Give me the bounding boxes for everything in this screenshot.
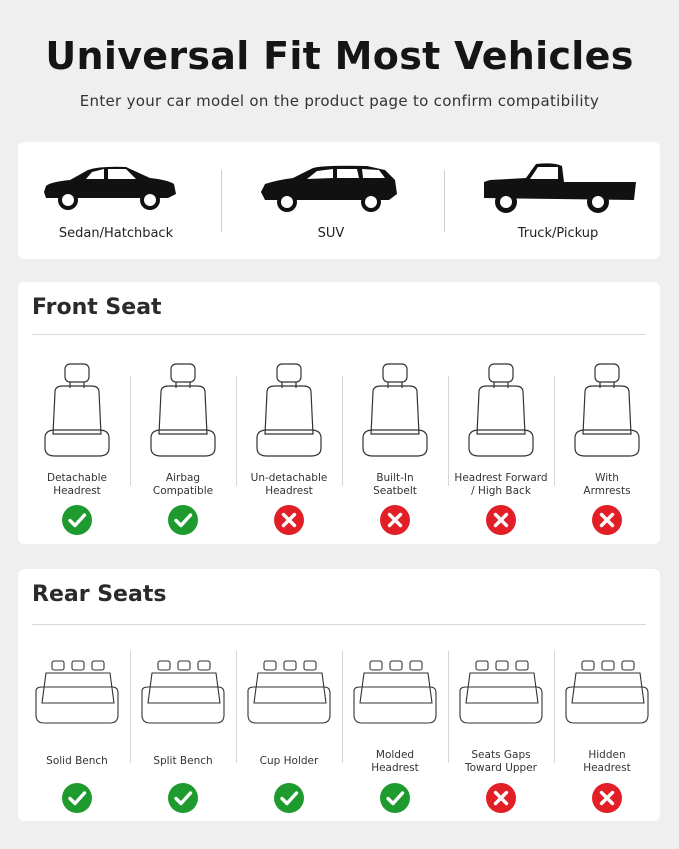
vehicle-label: Sedan/Hatchback xyxy=(58,226,174,241)
seat-icon xyxy=(567,362,647,462)
suv-icon xyxy=(257,162,402,214)
check-icon xyxy=(168,783,198,813)
seat-icon xyxy=(461,362,541,462)
divider xyxy=(221,170,222,232)
column-divider xyxy=(236,376,237,486)
option-label-line2: Headrest xyxy=(53,485,101,497)
rear_seats-option xyxy=(130,657,236,817)
seat-icon xyxy=(37,362,117,462)
option-label xyxy=(448,749,554,775)
front_seat-option xyxy=(342,362,448,537)
option-label-line1: Hidden xyxy=(588,749,626,761)
front_seat-option xyxy=(554,362,660,537)
option-label-line2: Compatible xyxy=(152,485,214,497)
cross-icon xyxy=(380,505,410,535)
seat-icon xyxy=(564,657,650,727)
page-subtitle: Enter your car model on the product page to confirm compatibility xyxy=(79,92,600,110)
vehicle-suv xyxy=(231,142,431,259)
option-label xyxy=(24,472,130,498)
cross-icon xyxy=(592,783,622,813)
rear_seats-option xyxy=(24,657,130,817)
option-label-line2: Headrest xyxy=(265,485,313,497)
vehicle-pickup xyxy=(458,142,658,259)
seat-icon xyxy=(140,657,226,727)
option-label-line1: Solid Bench xyxy=(46,755,108,767)
option-label-line1: Headrest Forward xyxy=(454,472,548,484)
option-label-line1: Un-detachable xyxy=(250,472,328,484)
column-divider xyxy=(130,376,131,486)
column-divider xyxy=(448,376,449,486)
seat-icon xyxy=(143,362,223,462)
cross-icon xyxy=(274,505,304,535)
column-divider xyxy=(130,651,131,763)
cross-icon xyxy=(486,783,516,813)
seat-icon xyxy=(246,657,332,727)
seat-icon xyxy=(355,362,435,462)
section-divider xyxy=(32,334,646,335)
option-label xyxy=(554,749,660,775)
option-label-line1: Split Bench xyxy=(153,755,213,767)
check-icon xyxy=(62,505,92,535)
column-divider xyxy=(554,376,555,486)
check-icon xyxy=(380,783,410,813)
rear_seats-option xyxy=(236,657,342,817)
option-label-line2: Headrest xyxy=(583,762,631,774)
option-label-line1: Cup Holder xyxy=(259,755,319,767)
vehicle-label: SUV xyxy=(317,226,345,241)
option-label-line1: Built-In xyxy=(376,472,414,484)
option-label xyxy=(236,472,342,498)
check-icon xyxy=(274,783,304,813)
check-icon xyxy=(168,505,198,535)
section-title: Front Seat xyxy=(32,295,162,320)
column-divider xyxy=(342,651,343,763)
section-divider xyxy=(32,624,646,625)
option-label-line1: Molded xyxy=(375,749,415,761)
seat-icon xyxy=(249,362,329,462)
page-title: Universal Fit Most Vehicles xyxy=(45,34,634,78)
sedan-icon xyxy=(40,162,180,212)
option-label xyxy=(554,472,660,498)
option-label-line2: Toward Upper xyxy=(464,762,537,774)
check-icon xyxy=(62,783,92,813)
option-label-line1: Airbag xyxy=(165,472,201,484)
seat-icon xyxy=(352,657,438,727)
front_seat-option xyxy=(24,362,130,537)
vehicle-sedan xyxy=(16,142,216,259)
column-divider xyxy=(554,651,555,763)
option-label-line2: Seatbelt xyxy=(373,485,417,497)
vehicle-label: Truck/Pickup xyxy=(517,226,599,241)
option-label xyxy=(342,749,448,775)
option-label-line2: Armrests xyxy=(583,485,631,497)
section-title: Rear Seats xyxy=(32,582,167,607)
option-label-line2: / High Back xyxy=(471,485,531,497)
option-label xyxy=(448,472,554,498)
seat-icon xyxy=(34,657,120,727)
front-seat-card xyxy=(18,282,660,544)
option-label xyxy=(236,755,342,768)
option-label-line1: Seats Gaps xyxy=(471,749,531,761)
front_seat-option xyxy=(448,362,554,537)
option-label xyxy=(24,755,130,768)
rear_seats-option xyxy=(554,657,660,817)
cross-icon xyxy=(592,505,622,535)
pickup-truck-icon xyxy=(480,160,640,218)
column-divider xyxy=(236,651,237,763)
column-divider xyxy=(448,651,449,763)
divider xyxy=(444,170,445,232)
option-label-line1: With xyxy=(595,472,619,484)
front_seat-option xyxy=(236,362,342,537)
cross-icon xyxy=(486,505,516,535)
option-label xyxy=(130,472,236,498)
rear_seats-option xyxy=(448,657,554,817)
option-label xyxy=(342,472,448,498)
seat-icon xyxy=(458,657,544,727)
column-divider xyxy=(342,376,343,486)
option-label xyxy=(130,755,236,768)
option-label-line1: Detachable xyxy=(46,472,107,484)
rear-seats-card xyxy=(18,569,660,821)
option-label-line2: Headrest xyxy=(371,762,419,774)
front_seat-option xyxy=(130,362,236,537)
rear_seats-option xyxy=(342,657,448,817)
vehicle-types-card xyxy=(18,142,660,259)
